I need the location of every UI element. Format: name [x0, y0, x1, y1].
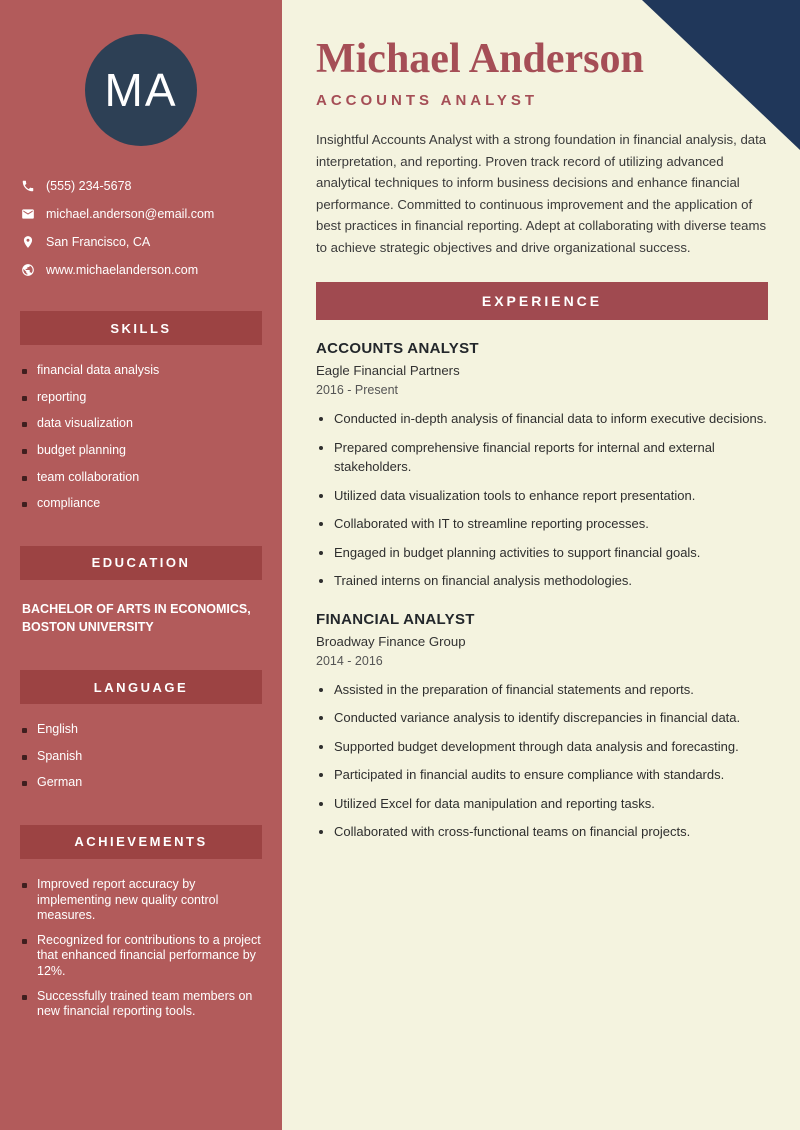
- avatar: [85, 34, 197, 146]
- job-bullet: • Conducted variance analysis to identify discrepancies in financial data.: [334, 708, 768, 728]
- job-bullet: • Utilized Excel for data manipulation and reporting tasks.: [334, 794, 768, 814]
- job-bullet: • Assisted in the preparation of financial statements and reports.: [334, 680, 768, 700]
- skill-item: team collaboration: [22, 470, 262, 486]
- education-header-label: EDUCATION: [91, 555, 191, 571]
- achievement-item: Recognized for contributions to a project that enhanced financial performance by 12%.: [22, 933, 262, 980]
- skills-header-label: SKILLS: [110, 320, 172, 336]
- language-item: German: [22, 775, 262, 791]
- globe-icon: [20, 262, 35, 277]
- location-pin-icon: [20, 234, 35, 249]
- contact-website-text: www.michaelanderson.com: [46, 262, 199, 277]
- contact-email-text: michael.anderson@email.com: [46, 206, 215, 221]
- skill-item: budget planning: [22, 443, 262, 459]
- skill-item: reporting: [22, 390, 262, 406]
- job-company: Broadway Finance Group: [316, 633, 466, 649]
- job-bullet-list: [316, 680, 768, 842]
- job-bullet: • Trained interns on financial analysis methodologies.: [334, 571, 768, 591]
- job-section: [316, 611, 768, 842]
- language-item: Spanish: [22, 749, 262, 765]
- job-role: ACCOUNTS ANALYST: [316, 340, 479, 358]
- contact-section: [0, 178, 282, 277]
- job-section: [316, 340, 768, 591]
- main-content: [282, 0, 800, 1130]
- contact-website-row[interactable]: [20, 262, 262, 277]
- job-bullet: • Collaborated with IT to streamline reporting processes.: [334, 514, 768, 534]
- skill-item: financial data analysis: [22, 363, 262, 379]
- education-header: [20, 546, 262, 580]
- achievement-item: Successfully trained team members on new financial reporting tools.: [22, 989, 262, 1020]
- job-bullet: • Collaborated with cross-functional teams on financial projects.: [334, 822, 768, 842]
- skill-item: compliance: [22, 496, 262, 512]
- sidebar: [0, 0, 282, 1130]
- avatar-wrap: [0, 0, 282, 146]
- job-dates: 2016 - Present: [316, 383, 398, 398]
- achievements-header-label: ACHIEVEMENTS: [74, 834, 208, 850]
- contact-email-row[interactable]: [20, 206, 262, 221]
- avatar-initials: MA: [104, 64, 178, 116]
- achievements-header: [20, 825, 262, 859]
- profile-title: ACCOUNTS ANALYST: [316, 92, 539, 110]
- name-heading: Michael Anderson: [316, 36, 644, 82]
- job-bullet: • Prepared comprehensive financial reports for internal and external stakeholders.: [334, 438, 768, 477]
- job-company: Eagle Financial Partners: [316, 363, 460, 379]
- job-bullet: • Utilized data visualization tools to enhance report presentation.: [334, 486, 768, 506]
- language-list: [0, 722, 282, 791]
- email-icon: [20, 206, 35, 221]
- achievements-list: [0, 877, 282, 1020]
- job-bullet: • Supported budget development through data analysis and forecasting.: [334, 737, 768, 757]
- summary-text: Insightful Accounts Analyst with a strong foundation in financial analysis, data interpretation, and reporting. Proven track record of utilizing advanced analytical techniques to inform business decisions and enhance financial performance. Committed to continuous improvement and the application of best practices in financial reporting. Adept at collaborating with diverse teams to achieve strategic objectives and drive organizational success.: [316, 132, 767, 255]
- language-header: [20, 670, 262, 704]
- experience-header-label: EXPERIENCE: [481, 293, 603, 310]
- job-dates: 2014 - 2016: [316, 653, 383, 668]
- contact-location-text: San Francisco, CA: [46, 234, 151, 249]
- contact-phone-text: (555) 234-5678: [46, 178, 132, 193]
- job-role: FINANCIAL ANALYST: [316, 610, 475, 628]
- achievement-item: Improved report accuracy by implementing new quality control measures.: [22, 877, 262, 924]
- skills-list: [0, 363, 282, 512]
- experience-header: [316, 282, 768, 320]
- contact-location-row: [20, 234, 262, 249]
- skill-item: data visualization: [22, 416, 262, 432]
- phone-icon: [20, 178, 35, 193]
- job-bullet: • Engaged in budget planning activities to support financial goals.: [334, 543, 768, 563]
- education-text: BACHELOR OF ARTS IN ECONOMICS, BOSTON UNIVERSITY: [22, 601, 251, 634]
- job-bullet-list: [316, 409, 768, 591]
- contact-phone-row: [20, 178, 262, 193]
- skills-header: [20, 311, 262, 345]
- job-bullet: • Conducted in-depth analysis of financial data to inform executive decisions.: [334, 409, 768, 429]
- job-bullet: • Participated in financial audits to ensure compliance with standards.: [334, 765, 768, 785]
- language-header-label: LANGUAGE: [93, 679, 189, 695]
- language-item: English: [22, 722, 262, 738]
